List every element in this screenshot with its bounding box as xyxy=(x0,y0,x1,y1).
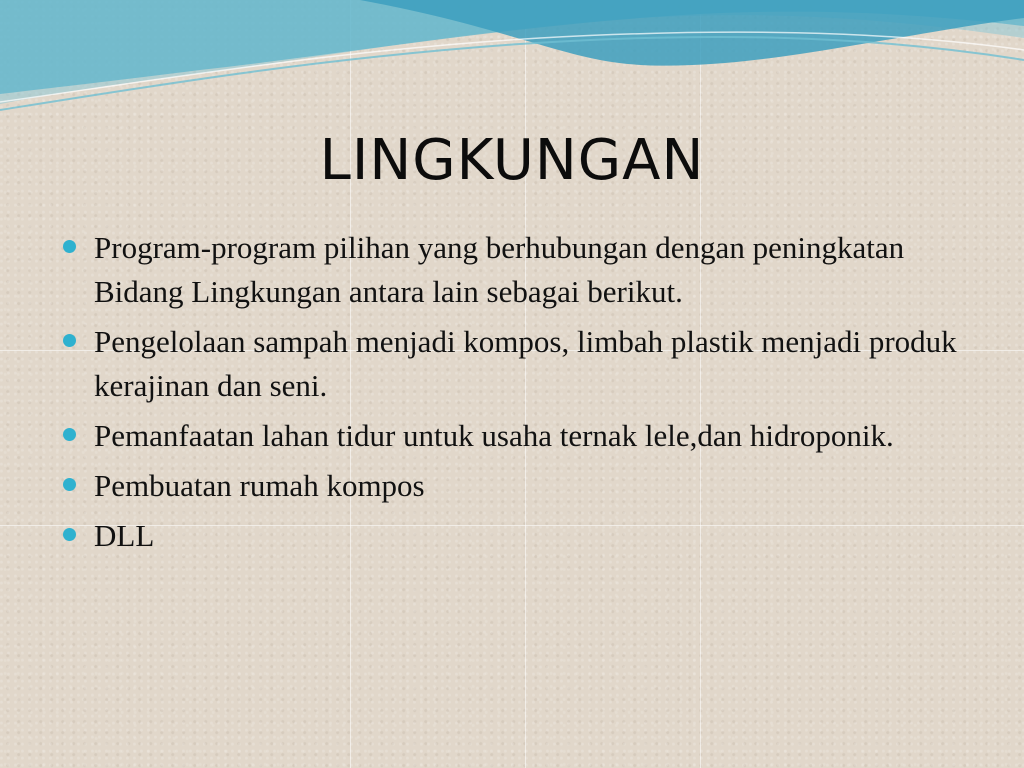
bullet-text: DLL xyxy=(94,518,155,553)
bullet-text: Pengelolaan sampah menjadi kompos, limbah plastik menjadi produk kerajinan dan seni. xyxy=(94,324,957,403)
list-item xyxy=(60,464,960,508)
bullet-text: Program-program pilihan yang berhubungan dengan peningkatan Bidang Lingkungan antara lain sebagai berikut. xyxy=(94,230,905,309)
bullet-text: Pembuatan rumah kompos xyxy=(94,468,425,503)
bullet-icon xyxy=(63,428,76,441)
bullet-icon xyxy=(63,334,76,347)
list-item xyxy=(60,320,960,408)
slide-title: LINGKUNGAN xyxy=(319,128,705,193)
bullet-list xyxy=(60,226,960,564)
bullet-icon xyxy=(63,528,76,541)
top-wave-decoration xyxy=(0,0,1024,130)
bullet-icon xyxy=(63,478,76,491)
bullet-icon xyxy=(63,240,76,253)
list-item xyxy=(60,226,960,314)
list-item xyxy=(60,414,960,458)
list-item xyxy=(60,514,960,558)
bullet-text: Pemanfaatan lahan tidur untuk usaha ternak lele,dan hidroponik. xyxy=(94,418,894,453)
